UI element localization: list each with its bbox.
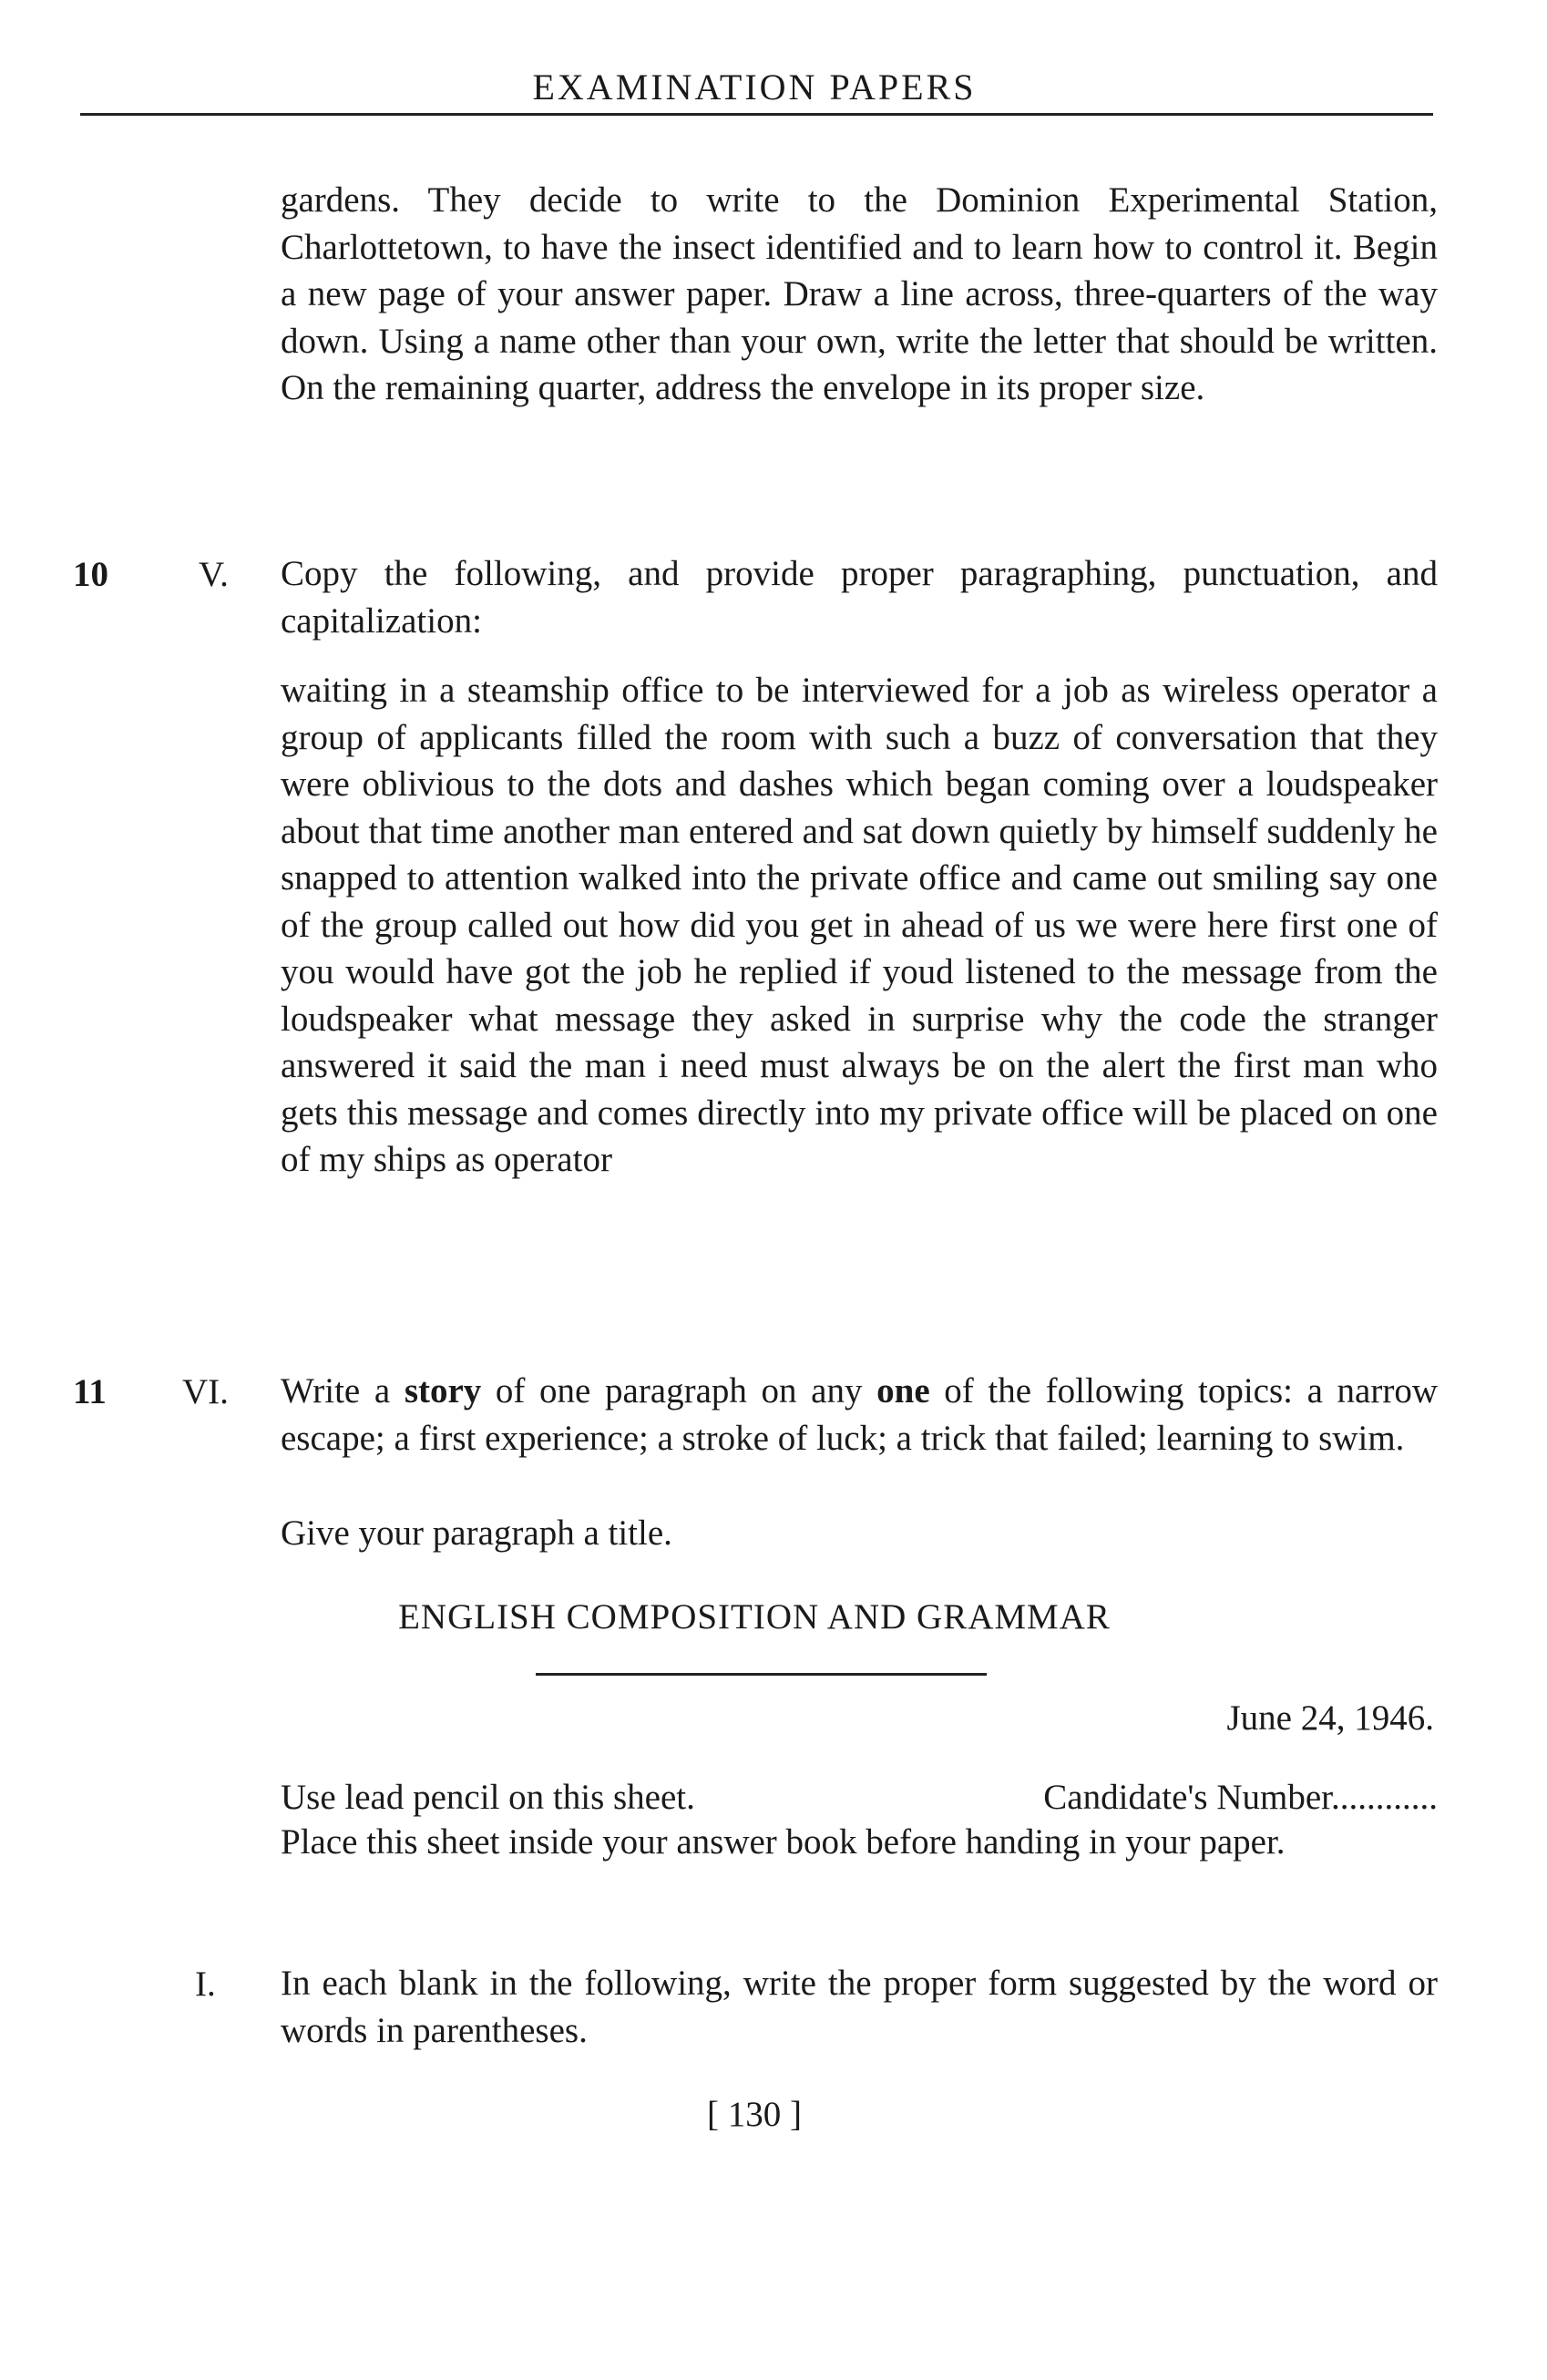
q6-text-after: of the following topics: a narrow escape; a first experience; a stroke of luck; a trick that failed; learning to swim. bbox=[281, 1371, 1439, 1458]
candidate-row bbox=[281, 1777, 1438, 1818]
exam-date: June 24, 1946. bbox=[1226, 1698, 1434, 1738]
q1-number: I. bbox=[195, 1965, 216, 2004]
running-header: EXAMINATION PAPERS bbox=[532, 67, 977, 108]
q5-passage: waiting in a steamship office to be interviewed for a job as wireless operator a group of applicants filled the room with such a buzz of conversation that they were oblivious to the dots and dashes which began coming over a loudspeaker about that time another man entered and sat down quietly by himself suddenly he snapped to attention walked into the private office and came out smiling say one of the group called out how did you get in ahead of us we were here first one of you would have got the job he replied if youd listened to the message from the loudspeaker what message they asked in surprise why the code the stranger answered it said the man i need must always be on the alert the first man who gets this message and comes directly into my private office will be placed on one of my ships as operator bbox=[281, 671, 1438, 1179]
section-rule bbox=[536, 1673, 987, 1676]
q6-text-middle: of one paragraph on any bbox=[481, 1371, 877, 1411]
q6-story-word: story bbox=[404, 1371, 482, 1411]
lead-pencil-instruction: Use lead pencil on this sheet. bbox=[281, 1778, 695, 1817]
q6-number: VI. bbox=[182, 1372, 229, 1411]
section-title: ENGLISH COMPOSITION AND GRAMMAR bbox=[398, 1597, 1111, 1636]
placement-note: Place this sheet inside your answer book before handing in your paper. bbox=[281, 1822, 1286, 1862]
header-rule bbox=[80, 113, 1433, 116]
q1-text: In each blank in the following, write the proper form suggested by the word or words in parentheses. bbox=[281, 1964, 1438, 2050]
q6-text-before: Write a bbox=[281, 1371, 405, 1411]
candidate-number-blank: ............ bbox=[1331, 1778, 1438, 1817]
q5-marks: 10 bbox=[73, 555, 108, 594]
q6-marks: 11 bbox=[73, 1372, 107, 1411]
candidate-number-field[interactable] bbox=[1043, 1777, 1438, 1818]
q5-number: V. bbox=[199, 555, 229, 594]
q6-title-note: Give your paragraph a title. bbox=[281, 1513, 672, 1553]
q6-one-word: one bbox=[876, 1371, 930, 1411]
q6-text bbox=[281, 1368, 1438, 1462]
intro-paragraph: gardens. They decide to write to the Dominion Experimental Station, Charlottetown, to have the insect identified and to learn how to control it. Begin a new page of your answer paper. Draw a line across, three-quarters of the way down. Using a name other than your own, write the letter that should be written. On the remaining quarter, address the envelope in its proper size. bbox=[281, 180, 1438, 407]
candidate-number-label: Candidate's Number bbox=[1043, 1778, 1331, 1817]
page-number: [ 130 ] bbox=[707, 2095, 802, 2134]
q5-instruction: Copy the following, and provide proper paragraphing, punctuation, and capitalization: bbox=[281, 554, 1438, 641]
